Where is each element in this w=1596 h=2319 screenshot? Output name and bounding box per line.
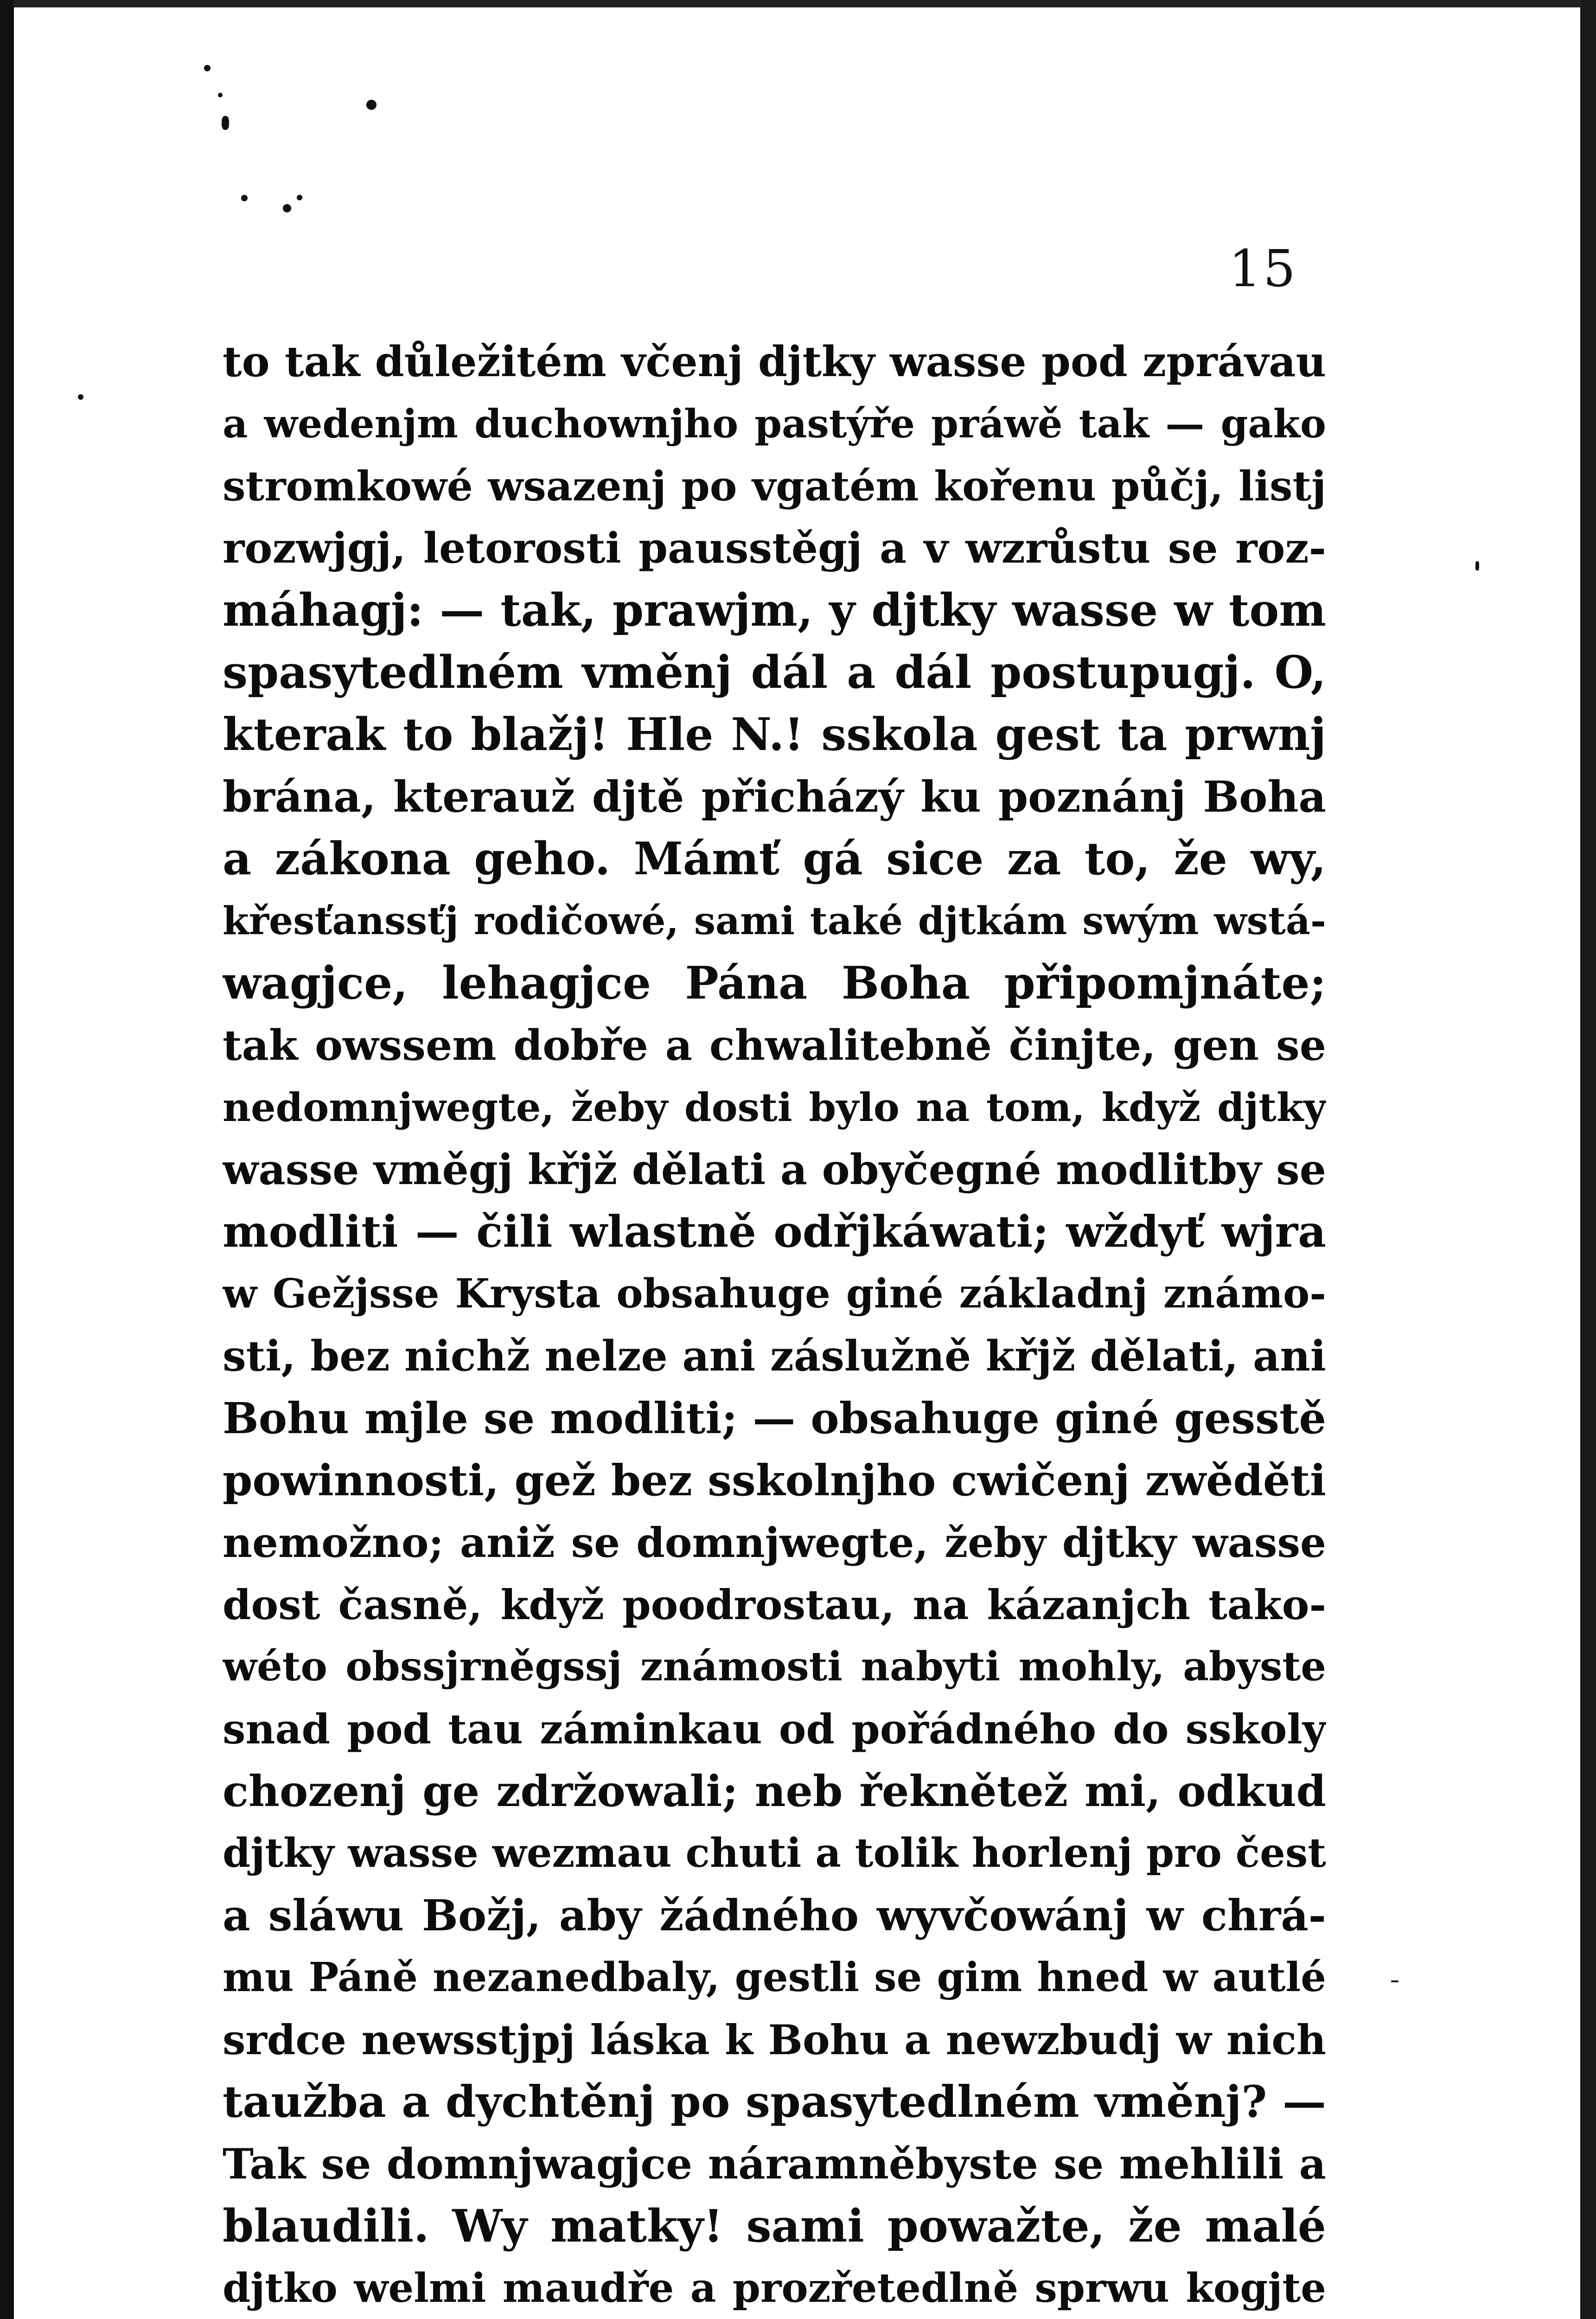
- text-line: powinnosti, gež bez sskolnjho cwičenj zwěděti: [223, 1455, 1326, 1505]
- text-line: djtko welmi maudře a prozřetedlně sprwu kogjte: [223, 2265, 1326, 2312]
- page-number: 15: [1229, 239, 1297, 298]
- text-line: mu Páně nezanedbaly, gestli se gim hned w autlé: [223, 1954, 1326, 2001]
- text-line: srdce newsstjpj láska k Bohu a newzbudj w nich: [223, 2016, 1326, 2064]
- text-line: tak owssem dobře a chwalitebně činjte, gen se: [223, 1021, 1326, 1070]
- text-line: sti, bez nichž nelze ani záslužně křjž dělati, ani: [223, 1332, 1326, 1381]
- text-line: stromkowé wsazenj po vgatém kořenu půčj, listj: [223, 462, 1326, 510]
- text-line: kterak to blažj! Hle N.! sskola gest ta prwnj: [223, 708, 1326, 761]
- text-line: máhagj: — tak, prawjm, y djtky wasse w tom: [223, 584, 1326, 636]
- text-line: snad pod tau záminkau od pořádného do sskoly: [223, 1705, 1326, 1753]
- text-line: Tak se domnjwagjce náramněbyste se mehlili a: [223, 2140, 1326, 2189]
- text-line: w Gežjsse Krysta obsahuge giné základnj známo-: [223, 1270, 1326, 1317]
- text-line: spasytedlném vměnj dál a dál postupugj. O,: [223, 646, 1326, 698]
- text-line: křesťanssťj rodičowé, sami také djtkám swým wstá-: [223, 899, 1326, 943]
- text-line: brána, kterauž djtě přicházý ku poznánj Boha: [223, 772, 1326, 822]
- text-line: taužba a dychtěnj po spasytedlném vměnj? —: [223, 2076, 1326, 2127]
- text-line: chozenj ge zdržowali; neb řeknětež mi, odkud: [223, 1766, 1326, 1816]
- text-line: djtky wasse wezmau chuti a tolik horlenj pro čest: [223, 1830, 1326, 1877]
- body-text: [223, 334, 1326, 2319]
- text-line: a zákona geho. Mámť gá sice za to, že wy,: [223, 833, 1326, 885]
- text-line: nemožno; aniž se domnjwegte, žeby djtky wasse: [223, 1518, 1326, 1567]
- text-line: wéto obssjrněgssj známosti nabyti mohly, abyste: [223, 1643, 1326, 1690]
- text-line: nedomnjwegte, žeby dosti bylo na tom, když djtky: [223, 1084, 1326, 1130]
- text-line: wasse vměgj křjž dělati a obyčegné modlitby se: [223, 1145, 1326, 1194]
- text-line: dost časně, když poodrostau, na kázanjch tako-: [223, 1581, 1326, 1629]
- text-line: modliti — čili wlastně odřjkáwati; wždyť wjra: [223, 1206, 1326, 1257]
- text-line: wagjce, lehagjce Pána Boha připomjnáte;: [223, 957, 1326, 1009]
- text-line: Bohu mjle se modliti; — obsahuge giné gesstě: [223, 1393, 1326, 1443]
- text-line: a wedenjm duchownjho pastýře práwě tak — gako: [223, 401, 1326, 447]
- scan-edge-right: [1580, 0, 1596, 2319]
- text-line: rozwjgj, letorosti pausstěgj a v wzrůstu se roz-: [223, 524, 1326, 573]
- text-line: blaudili. Wy matky! sami powažte, že malé: [223, 2200, 1326, 2252]
- scan-edge-top: [0, 0, 1596, 7]
- text-line: a sláwu Božj, aby žádného wyvčowánj w chrá-: [223, 1890, 1326, 1941]
- scan-edge-left: [0, 0, 14, 2319]
- text-line: to tak důležitém včenj djtky wasse pod zprávau: [223, 337, 1326, 386]
